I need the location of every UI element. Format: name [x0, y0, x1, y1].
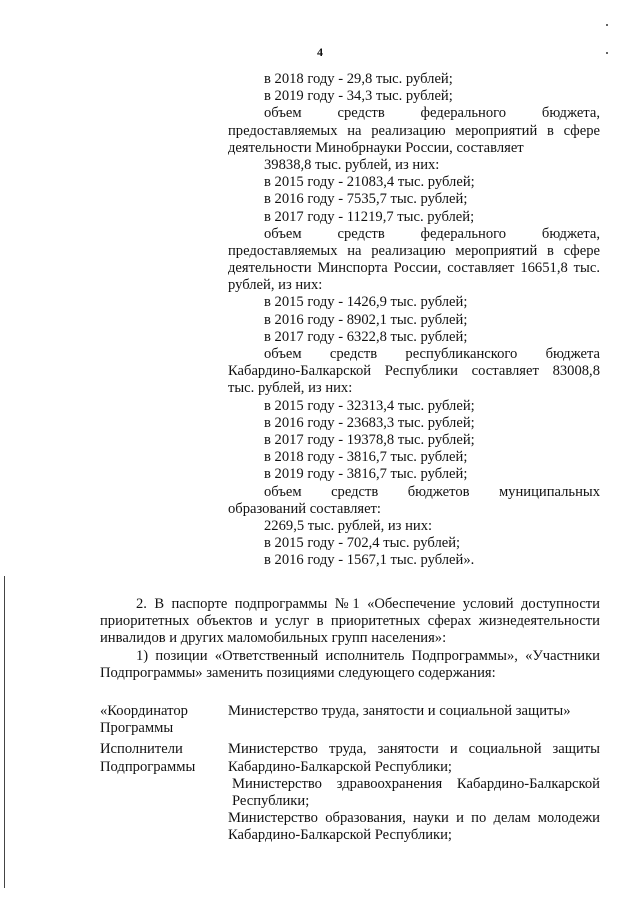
funding-text-line: деятельности Минобрнауки России, составляет: [228, 139, 524, 156]
funding-item: в 2016 году - 7535,7 тыс. рублей;: [264, 191, 468, 208]
main-text: [100, 596, 600, 682]
funding-item: в 2017 году - 19378,8 тыс. рублей;: [264, 431, 475, 448]
label-line: Исполнители: [100, 741, 183, 758]
funding-item: в 2015 году - 1426,9 тыс. рублей;: [264, 294, 468, 311]
funding-item: в 2015 году - 21083,4 тыс. рублей;: [264, 174, 475, 191]
page-number: 4: [317, 45, 323, 59]
funding-item: в 2018 году - 29,8 тыс. рублей;: [264, 71, 453, 87]
funding-item: в 2016 году - 8902,1 тыс. рублей;: [264, 311, 468, 328]
funding-item: 2269,5 тыс. рублей, из них:: [264, 517, 433, 534]
subprogram-passport-table: [100, 703, 600, 845]
funding-text-line: тыс. рублей, из них:: [228, 380, 353, 397]
scan-speck: [606, 24, 608, 26]
funding-text-line: объем средств федерального бюджета,: [264, 225, 600, 242]
funding-text-line: рублей, из них:: [228, 277, 323, 294]
row-label: [100, 741, 228, 844]
funding-item: в 2015 году - 702,4 тыс. рублей;: [264, 535, 461, 552]
funding-item: в 2018 году - 3816,7 тыс. рублей;: [264, 449, 468, 466]
row-value: [228, 703, 600, 737]
funding-text-line: объем средств федерального бюджета,: [264, 105, 600, 122]
label-line: Программы: [100, 720, 174, 737]
label-line: Подпрограммы: [100, 758, 196, 775]
funding-text-line: образований составляет:: [228, 500, 381, 517]
table-row-coordinator: [100, 703, 600, 737]
funding-item: в 2017 году - 6322,8 тыс. рублей;: [264, 328, 468, 345]
funding-text-line: объем средств республиканского бюджета: [264, 346, 600, 362]
row-label: [100, 703, 228, 737]
funding-text-line: объем средств бюджетов муниципальных: [264, 483, 600, 500]
funding-text-line: предоставляемых на реализацию мероприятий в сфере: [228, 242, 600, 259]
funding-item: 39838,8 тыс. рублей, из них:: [264, 156, 440, 173]
funding-text-line: деятельности Минспорта России, составляет 16651,8 тыс.: [228, 260, 600, 277]
funding-breakdown: [228, 71, 600, 569]
label-line: «Координатор: [100, 703, 188, 719]
funding-item: в 2019 году - 3816,7 тыс. рублей;: [264, 466, 468, 483]
table-row-executors: [100, 741, 600, 844]
value-text: Министерство труда, занятости и социальной защиты»: [228, 703, 571, 719]
value-text: Министерство труда, занятости и социальной защиты Кабардино-Балкарской Республики;: [228, 741, 600, 775]
paragraph-3: 1) позиции «Ответственный исполнитель Подпрограммы», «Участники Подпрограммы» заменить позициями следующего содержания:: [100, 647, 600, 681]
scan-edge-line: [4, 576, 5, 888]
funding-text-line: Кабардино-Балкарской Республики составляет 83008,8: [228, 363, 600, 380]
row-value: [228, 741, 600, 844]
paragraph-2: 2. В паспорте подпрограммы №1 «Обеспечение условий доступности приоритетных объектов и услуг в приоритетных сферах жизнедеятельности инвалидов и других маломобильных групп населения»:: [100, 596, 600, 647]
funding-item: в 2016 году - 1567,1 тыс. рублей».: [264, 552, 475, 569]
value-text: Министерство образования, науки и по делам молодежи Кабардино-Балкарской Республики;: [228, 810, 600, 844]
value-text: Министерство здравоохранения Кабардино-Балкарской Республики;: [232, 775, 600, 810]
funding-item: в 2019 году - 34,3 тыс. рублей;: [264, 88, 453, 105]
funding-item: в 2017 году - 11219,7 тыс. рублей;: [264, 208, 475, 225]
funding-text-line: предоставляемых на реализацию мероприятий в сфере: [228, 122, 600, 139]
funding-item: в 2016 году - 23683,3 тыс. рублей;: [264, 414, 475, 431]
funding-item: в 2015 году - 32313,4 тыс. рублей;: [264, 397, 475, 414]
